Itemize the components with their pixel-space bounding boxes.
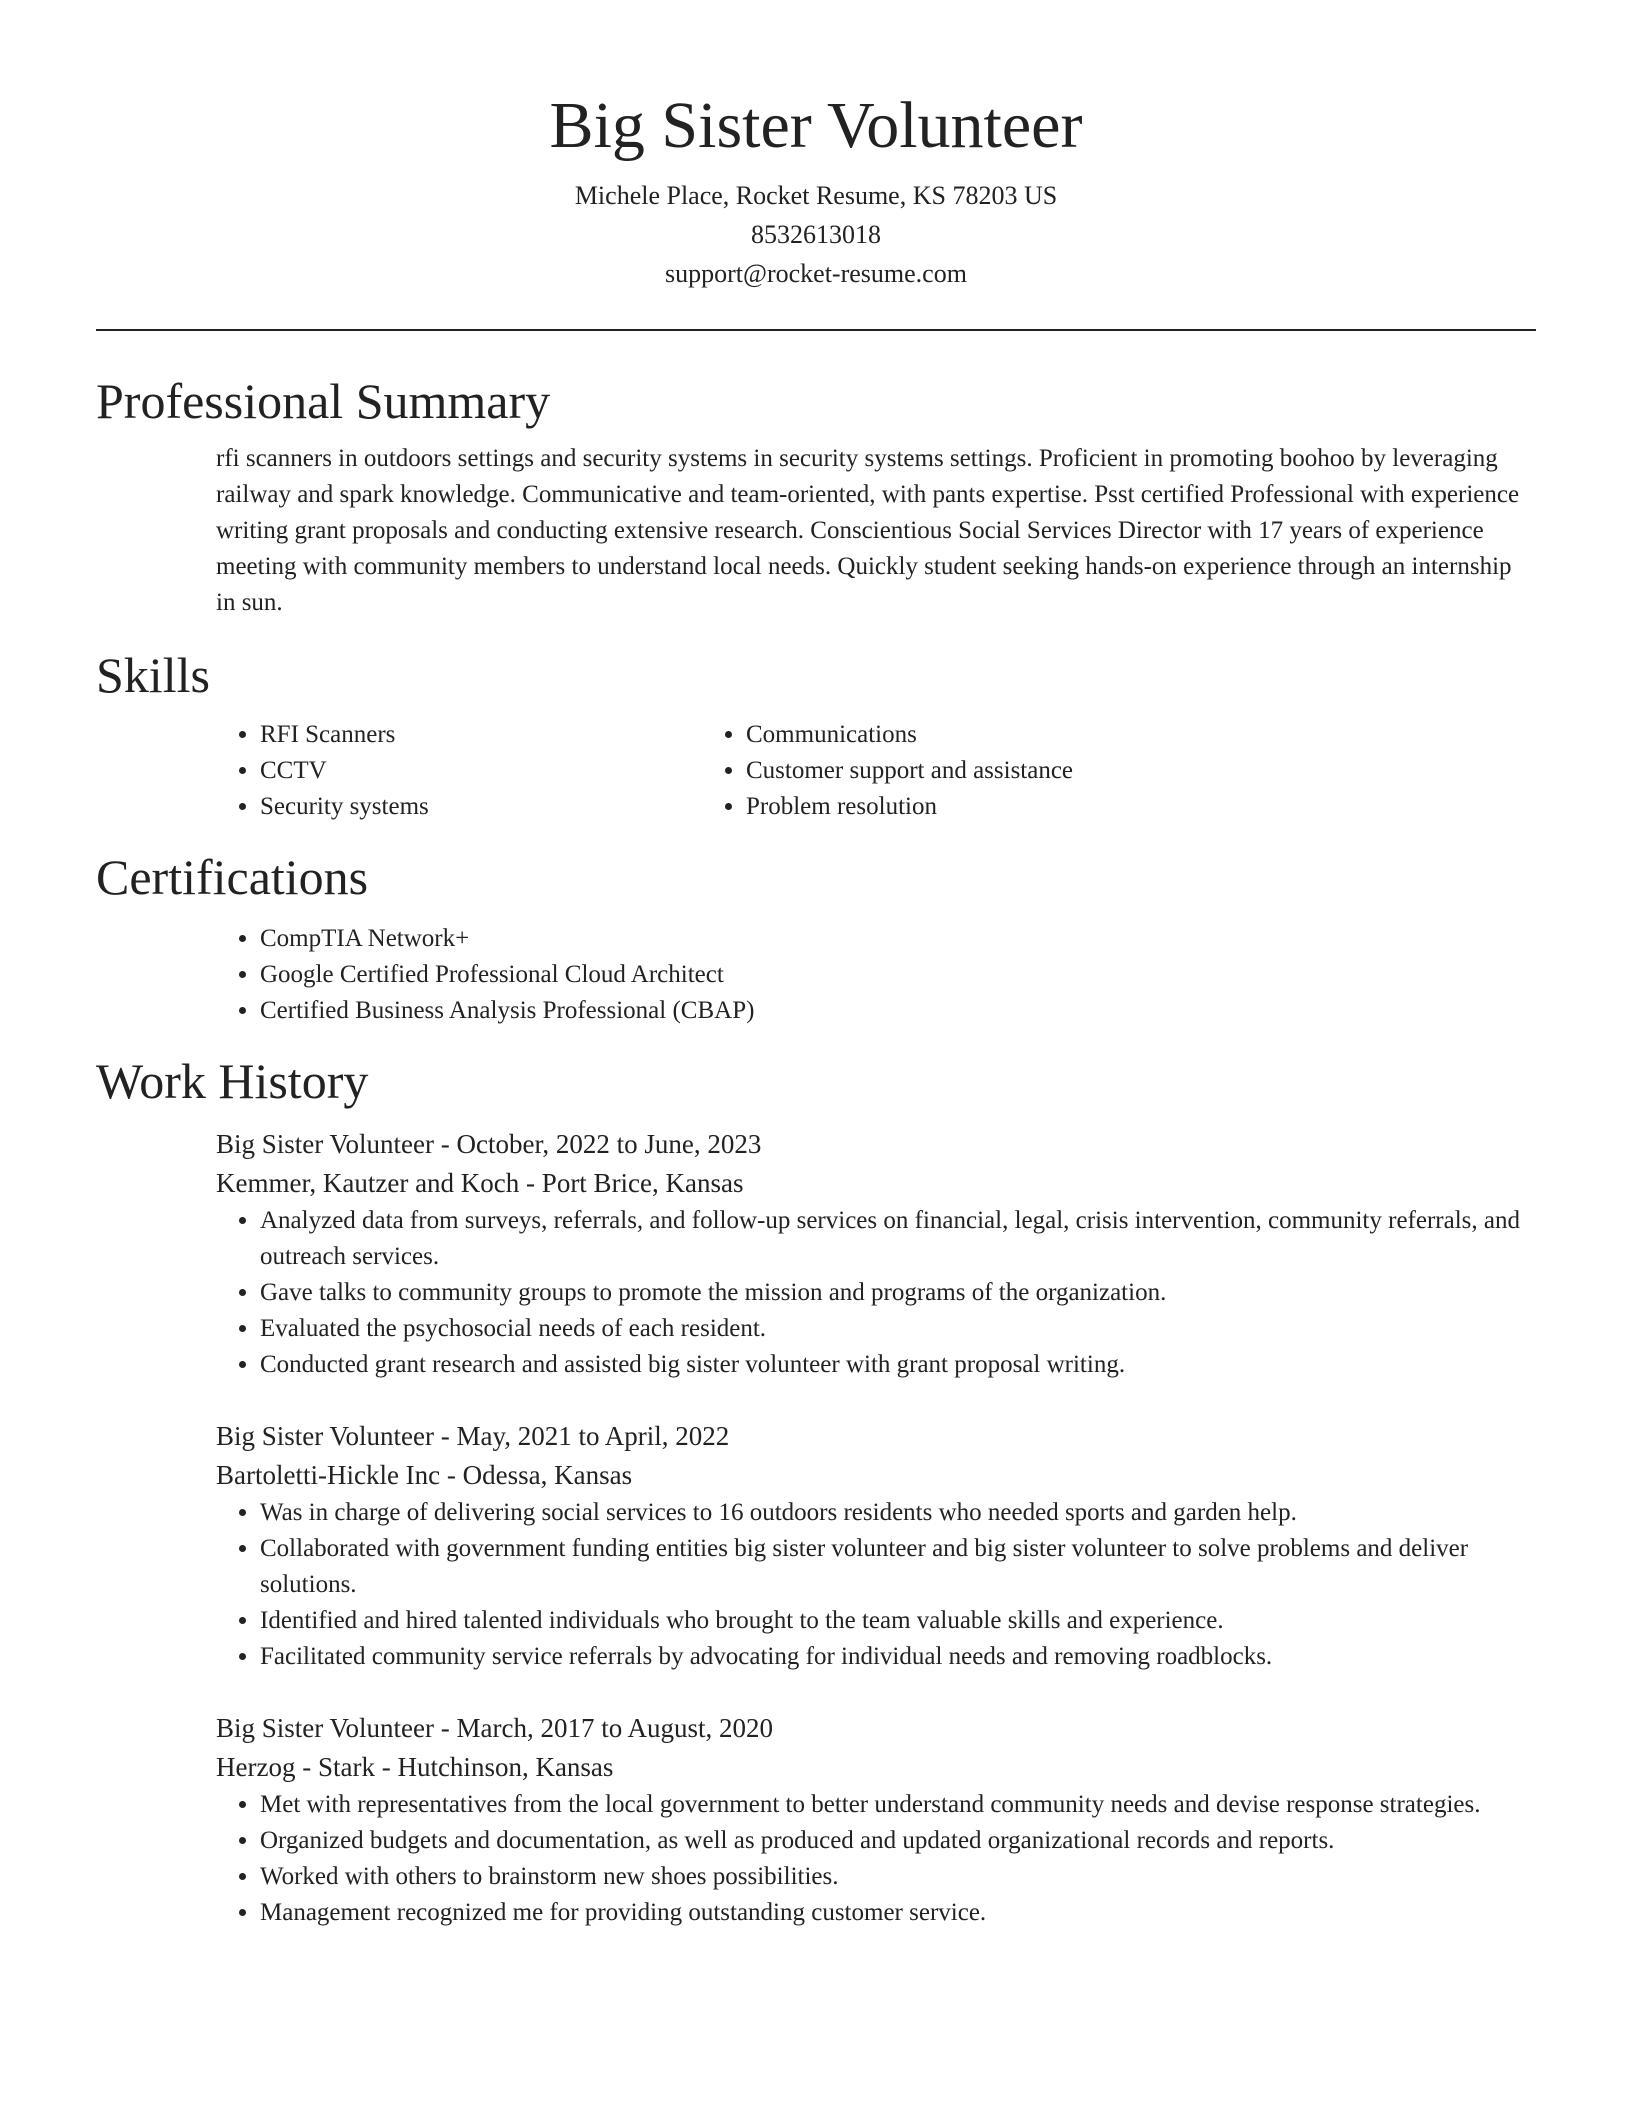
job-entry [96, 1125, 1536, 1383]
job-duty: • Evaluated the psychosocial needs of each resident. [260, 1311, 1536, 1347]
job-duty: • Worked with others to brainstorm new shoes possibilities. [260, 1859, 1536, 1895]
job-role: Big Sister Volunteer [216, 1129, 435, 1159]
certification-item: • CompTIA Network+ [260, 921, 1536, 957]
skill-item: • RFI Scanners [260, 717, 746, 753]
skills-grid [96, 717, 1536, 825]
work-history-section [96, 1051, 1536, 1931]
address-text: Michele Place, Rocket Resume, KS 78203 US [574, 181, 1058, 210]
job-company: Bartoletti-Hickle Inc [216, 1460, 441, 1490]
skills-heading: Skills [96, 647, 210, 703]
job-entry [96, 1417, 1536, 1675]
certifications-heading: Certifications [96, 849, 369, 905]
skill-item: • Security systems [260, 789, 746, 825]
job-duty: • Identified and hired talented individuals who brought to the team valuable skills and experience. [260, 1603, 1536, 1639]
job-entry [96, 1709, 1536, 1931]
job-location: Port Brice, Kansas [541, 1168, 744, 1198]
job-location: Hutchinson, Kansas [397, 1752, 614, 1782]
job-company-line: Bartoletti-Hickle Inc - Odessa, Kansas [216, 1460, 633, 1490]
certification-item: • Certified Business Analysis Professional (CBAP) [260, 993, 1536, 1029]
candidate-name: Big Sister Volunteer [549, 89, 1083, 162]
resume-page [96, 0, 1536, 1931]
contact-info [96, 176, 1536, 293]
job-duties-list [96, 1495, 1536, 1675]
job-dates: March, 2017 to August, 2020 [456, 1713, 774, 1743]
job-company: Herzog - Stark [216, 1752, 375, 1782]
skills-section [96, 645, 1536, 825]
job-duty: • Facilitated community service referrals by advocating for individual needs and removing roadblocks. [260, 1639, 1536, 1675]
job-location: Odessa, Kansas [462, 1460, 633, 1490]
certifications-list [96, 921, 1536, 1029]
summary-text: rfi scanners in outdoors settings and security systems in security systems settings. Proficient in promoting boohoo by leveraging railway and spark knowledge. Communicative and team-oriented, with pants expertise. Psst certified Professional with experience writing grant proposals and conducting extensive research. Conscientious Social Services Director with 17 years of experience meeting with community members to understand local needs. Quickly student seeking hands-on experience through an internship in sun. [216, 445, 1520, 616]
job-company-line: Herzog - Stark - Hutchinson, Kansas [216, 1752, 614, 1782]
summary-section [96, 371, 1536, 621]
job-title-line: Big Sister Volunteer - May, 2021 to April, 2022 [216, 1421, 730, 1451]
job-duty: • Collaborated with government funding entities big sister volunteer and big sister volunteer to solve problems and deliver solutions. [260, 1531, 1536, 1603]
job-title-line: Big Sister Volunteer - March, 2017 to August, 2020 [216, 1713, 774, 1743]
job-duty: • Organized budgets and documentation, as well as produced and updated organizational records and reports. [260, 1823, 1536, 1859]
skill-item: • CCTV [260, 753, 746, 789]
skill-item: • Communications [746, 717, 1232, 753]
skill-item: • Customer support and assistance [746, 753, 1232, 789]
job-duty: • Conducted grant research and assisted big sister volunteer with grant proposal writing. [260, 1347, 1536, 1383]
certifications-section [96, 847, 1536, 1029]
job-duty: • Was in charge of delivering social services to 16 outdoors residents who needed sports and garden help. [260, 1495, 1536, 1531]
skill-item: • Problem resolution [746, 789, 1232, 825]
job-dates: October, 2022 to June, 2023 [456, 1129, 762, 1159]
job-duty: • Gave talks to community groups to promote the mission and programs of the organization. [260, 1275, 1536, 1311]
job-role: Big Sister Volunteer [216, 1421, 435, 1451]
job-role: Big Sister Volunteer [216, 1713, 435, 1743]
job-company-line: Kemmer, Kautzer and Koch - Port Brice, Kansas [216, 1168, 744, 1198]
certification-item: • Google Certified Professional Cloud Architect [260, 957, 1536, 993]
resume-header [96, 0, 1536, 293]
skills-list-right [582, 717, 1232, 825]
summary-heading: Professional Summary [96, 373, 551, 429]
job-duty: • Management recognized me for providing outstanding customer service. [260, 1895, 1536, 1931]
job-duties-list [96, 1787, 1536, 1931]
header-divider [96, 329, 1536, 331]
job-title-line: Big Sister Volunteer - October, 2022 to June, 2023 [216, 1129, 762, 1159]
job-dates: May, 2021 to April, 2022 [456, 1421, 730, 1451]
job-duties-list [96, 1203, 1536, 1383]
phone-text: 8532613018 [751, 220, 881, 249]
job-duty: • Analyzed data from surveys, referrals, and follow-up services on financial, legal, crisis intervention, community referrals, and outreach services. [260, 1203, 1536, 1275]
job-duty: • Met with representatives from the local government to better understand community needs and devise response strategies. [260, 1787, 1536, 1823]
job-company: Kemmer, Kautzer and Koch [216, 1168, 520, 1198]
email-text: support@rocket-resume.com [665, 259, 967, 288]
work-history-heading: Work History [96, 1053, 369, 1109]
